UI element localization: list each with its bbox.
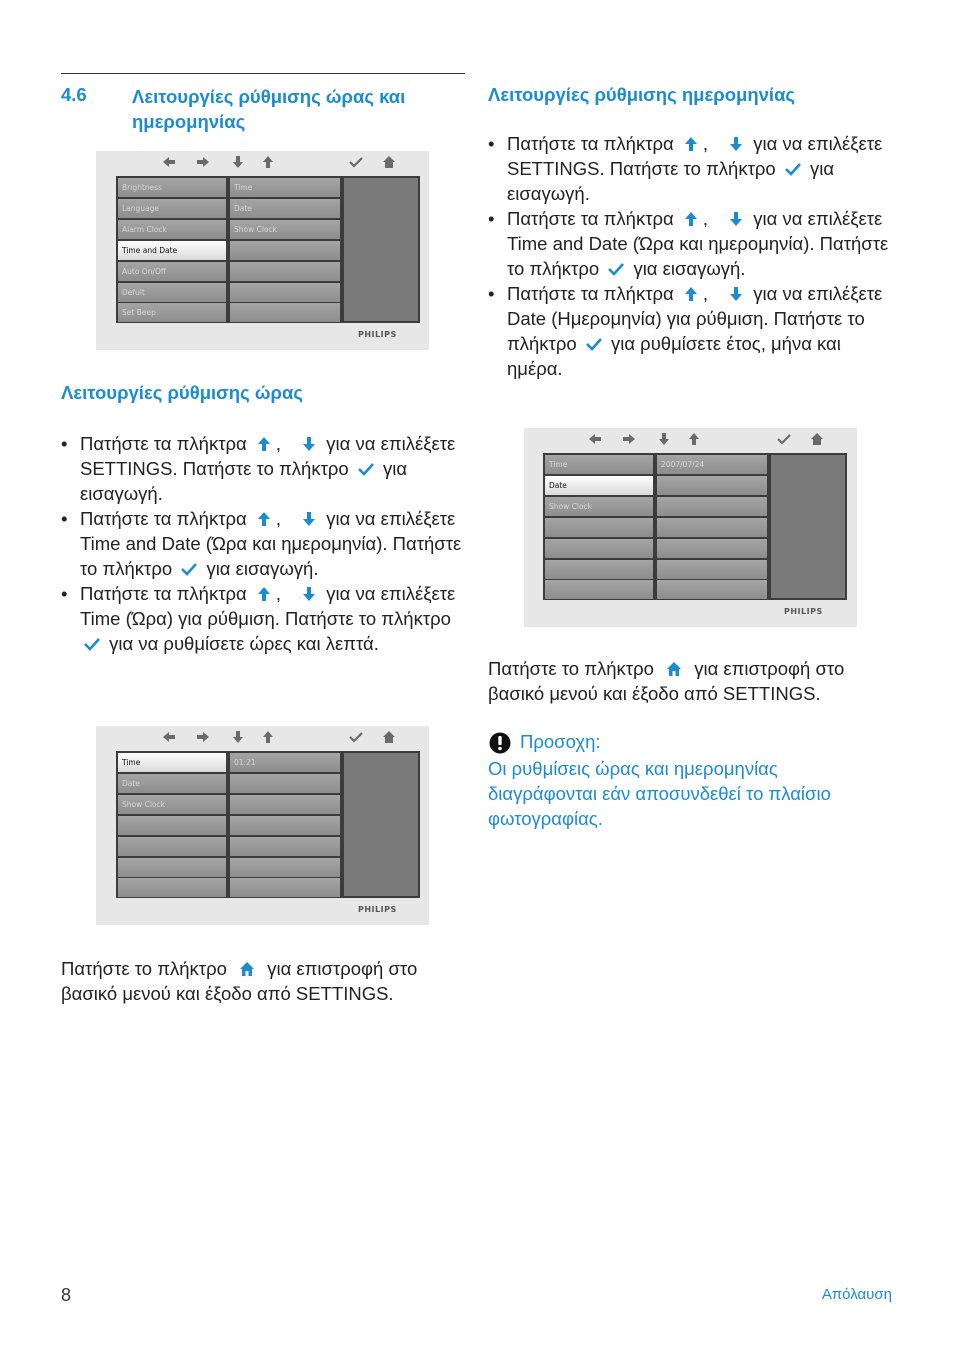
preview-panel bbox=[771, 455, 845, 598]
down-arrow-icon bbox=[727, 285, 745, 303]
down-arrow-icon bbox=[231, 730, 245, 744]
submenu-item bbox=[230, 303, 340, 322]
menu-item: Show Clock bbox=[118, 795, 226, 814]
check-icon bbox=[585, 335, 603, 353]
home-icon bbox=[382, 155, 396, 169]
preview-panel bbox=[344, 753, 418, 896]
menu-item bbox=[545, 539, 653, 558]
check-icon bbox=[784, 160, 802, 178]
submenu-item bbox=[657, 580, 767, 599]
section-title: Λειτουργίες ρύθμισης ώρας και ημερομηνίας bbox=[132, 86, 406, 132]
check-icon bbox=[83, 635, 101, 653]
list-item: • Πατήστε τα πλήκτρα , για να επιλέξετε Time (Ώρα) για ρύθμιση. Πατήστε το πλήκτρο για να ρυθμίσετε ώρες και λεπτά. bbox=[61, 581, 471, 656]
up-arrow-icon bbox=[255, 510, 273, 528]
down-arrow-icon bbox=[657, 432, 671, 446]
brand-logo: PHILIPS bbox=[784, 607, 823, 616]
menu-item: Brightness bbox=[118, 178, 226, 197]
up-arrow-icon bbox=[682, 285, 700, 303]
menu-item: Auto On/Off bbox=[118, 262, 226, 281]
down-arrow-icon bbox=[300, 585, 318, 603]
time-settings-steps bbox=[61, 431, 471, 656]
up-arrow-icon bbox=[255, 585, 273, 603]
section-rule bbox=[61, 73, 465, 74]
check-icon bbox=[180, 560, 198, 578]
home-icon bbox=[238, 960, 256, 978]
up-arrow-icon bbox=[261, 730, 275, 744]
right-arrow-icon bbox=[196, 155, 210, 169]
submenu-item bbox=[657, 476, 767, 495]
menu-left-column bbox=[116, 751, 228, 898]
right-arrow-icon bbox=[196, 730, 210, 744]
date-value: 2007/07/24 bbox=[657, 455, 767, 474]
menu-item-selected: Date bbox=[545, 476, 653, 495]
submenu-item: Time bbox=[230, 178, 340, 197]
device-toolbar bbox=[96, 726, 429, 750]
menu-right-column bbox=[228, 751, 342, 898]
submenu-item: Show Clock bbox=[230, 220, 340, 239]
check-icon bbox=[357, 460, 375, 478]
menu-item: Date bbox=[118, 774, 226, 793]
device-screen bbox=[543, 453, 847, 600]
brand-logo: PHILIPS bbox=[358, 905, 397, 914]
caution-text: Οι ρυθμίσεις ώρας και ημερομηνίας διαγράφονται εάν αποσυνδεθεί το πλαίσιο φωτογραφίας. bbox=[488, 758, 831, 829]
down-arrow-icon bbox=[300, 435, 318, 453]
down-arrow-icon bbox=[727, 210, 745, 228]
menu-right-column bbox=[655, 453, 769, 600]
check-icon bbox=[349, 730, 363, 744]
menu-item: Set Beep bbox=[118, 303, 226, 322]
up-arrow-icon bbox=[687, 432, 701, 446]
list-item: • Πατήστε τα πλήκτρα , για να επιλέξετε SETTINGS. Πατήστε το πλήκτρο για εισαγωγή. bbox=[488, 131, 898, 206]
submenu-item bbox=[657, 497, 767, 516]
submenu-item bbox=[657, 560, 767, 579]
date-return-note: Πατήστε το πλήκτρο για επιστροφή στο βασικό μενού και έξοδο από SETTINGS. bbox=[488, 658, 845, 704]
menu-right-column bbox=[228, 176, 342, 323]
menu-left-column bbox=[543, 453, 655, 600]
down-arrow-icon bbox=[231, 155, 245, 169]
list-item: • Πατήστε τα πλήκτρα , για να επιλέξετε Time and Date (Ώρα και ημερομηνία). Πατήστε το πλήκτρο για εισαγωγή. bbox=[61, 506, 471, 581]
device-screen bbox=[116, 751, 420, 898]
right-arrow-icon bbox=[622, 432, 636, 446]
caution-title: Προσοχη: bbox=[520, 731, 601, 752]
submenu-item bbox=[230, 858, 340, 877]
left-arrow-icon bbox=[162, 155, 176, 169]
up-arrow-icon bbox=[682, 210, 700, 228]
home-icon bbox=[382, 730, 396, 744]
list-item: • Πατήστε τα πλήκτρα , για να επιλέξετε Date (Ημερομηνία) για ρύθμιση. Πατήστε το πλήκτρο για ρυθμίσετε έτος, μήνα και ημέρα. bbox=[488, 281, 898, 381]
submenu-item bbox=[230, 283, 340, 302]
left-arrow-icon bbox=[162, 730, 176, 744]
date-settings-heading: Λειτουργίες ρύθμισης ημερομηνίας bbox=[488, 84, 796, 105]
menu-item bbox=[118, 858, 226, 877]
preview-panel bbox=[344, 178, 418, 321]
date-settings-steps bbox=[488, 131, 898, 381]
up-arrow-icon bbox=[682, 135, 700, 153]
list-item: • Πατήστε τα πλήκτρα , για να επιλέξετε Time and Date (Ώρα και ημερομηνία). Πατήστε το πλήκτρο για εισαγωγή. bbox=[488, 206, 898, 281]
check-icon bbox=[607, 260, 625, 278]
menu-item-selected: Time bbox=[118, 753, 226, 772]
time-settings-heading: Λειτουργίες ρύθμισης ώρας bbox=[61, 382, 303, 403]
list-item: • Πατήστε τα πλήκτρα , για να επιλέξετε SETTINGS. Πατήστε το πλήκτρο για εισαγωγή. bbox=[61, 431, 471, 506]
device-toolbar bbox=[524, 428, 857, 452]
menu-item bbox=[545, 518, 653, 537]
submenu-item bbox=[230, 241, 340, 260]
down-arrow-icon bbox=[727, 135, 745, 153]
menu-item: Language bbox=[118, 199, 226, 218]
screenshot-time-menu bbox=[96, 726, 429, 925]
time-value: 01:21 bbox=[230, 753, 340, 772]
section-number: 4.6 bbox=[61, 84, 87, 105]
menu-item-selected: Time and Date bbox=[118, 241, 226, 260]
check-icon bbox=[777, 432, 791, 446]
home-icon bbox=[810, 432, 824, 446]
home-icon bbox=[665, 660, 683, 678]
screenshot-date-menu bbox=[524, 428, 857, 627]
check-icon bbox=[349, 155, 363, 169]
submenu-item bbox=[230, 795, 340, 814]
device-screen bbox=[116, 176, 420, 323]
menu-left-column bbox=[116, 176, 228, 323]
menu-item: Time bbox=[545, 455, 653, 474]
screenshot-settings-menu bbox=[96, 151, 429, 350]
menu-item bbox=[118, 878, 226, 897]
submenu-item: Date bbox=[230, 199, 340, 218]
submenu-item bbox=[230, 774, 340, 793]
brand-logo: PHILIPS bbox=[358, 330, 397, 339]
submenu-item bbox=[657, 518, 767, 537]
submenu-item bbox=[230, 837, 340, 856]
time-return-note: Πατήστε το πλήκτρο για επιστροφή στο βασικό μενού και έξοδο από SETTINGS. bbox=[61, 958, 418, 1004]
footer-label: Απόλαυση bbox=[821, 1286, 892, 1303]
page-number: 8 bbox=[61, 1285, 72, 1305]
submenu-item bbox=[230, 878, 340, 897]
menu-item: Defult bbox=[118, 283, 226, 302]
up-arrow-icon bbox=[261, 155, 275, 169]
submenu-item bbox=[657, 539, 767, 558]
menu-item: Alarm Clock bbox=[118, 220, 226, 239]
warning-icon bbox=[489, 732, 511, 754]
menu-item bbox=[545, 560, 653, 579]
left-arrow-icon bbox=[588, 432, 602, 446]
menu-item bbox=[118, 816, 226, 835]
submenu-item bbox=[230, 816, 340, 835]
device-toolbar bbox=[96, 151, 429, 175]
menu-item bbox=[545, 580, 653, 599]
up-arrow-icon bbox=[255, 435, 273, 453]
down-arrow-icon bbox=[300, 510, 318, 528]
submenu-item bbox=[230, 262, 340, 281]
menu-item: Show Clock bbox=[545, 497, 653, 516]
menu-item bbox=[118, 837, 226, 856]
